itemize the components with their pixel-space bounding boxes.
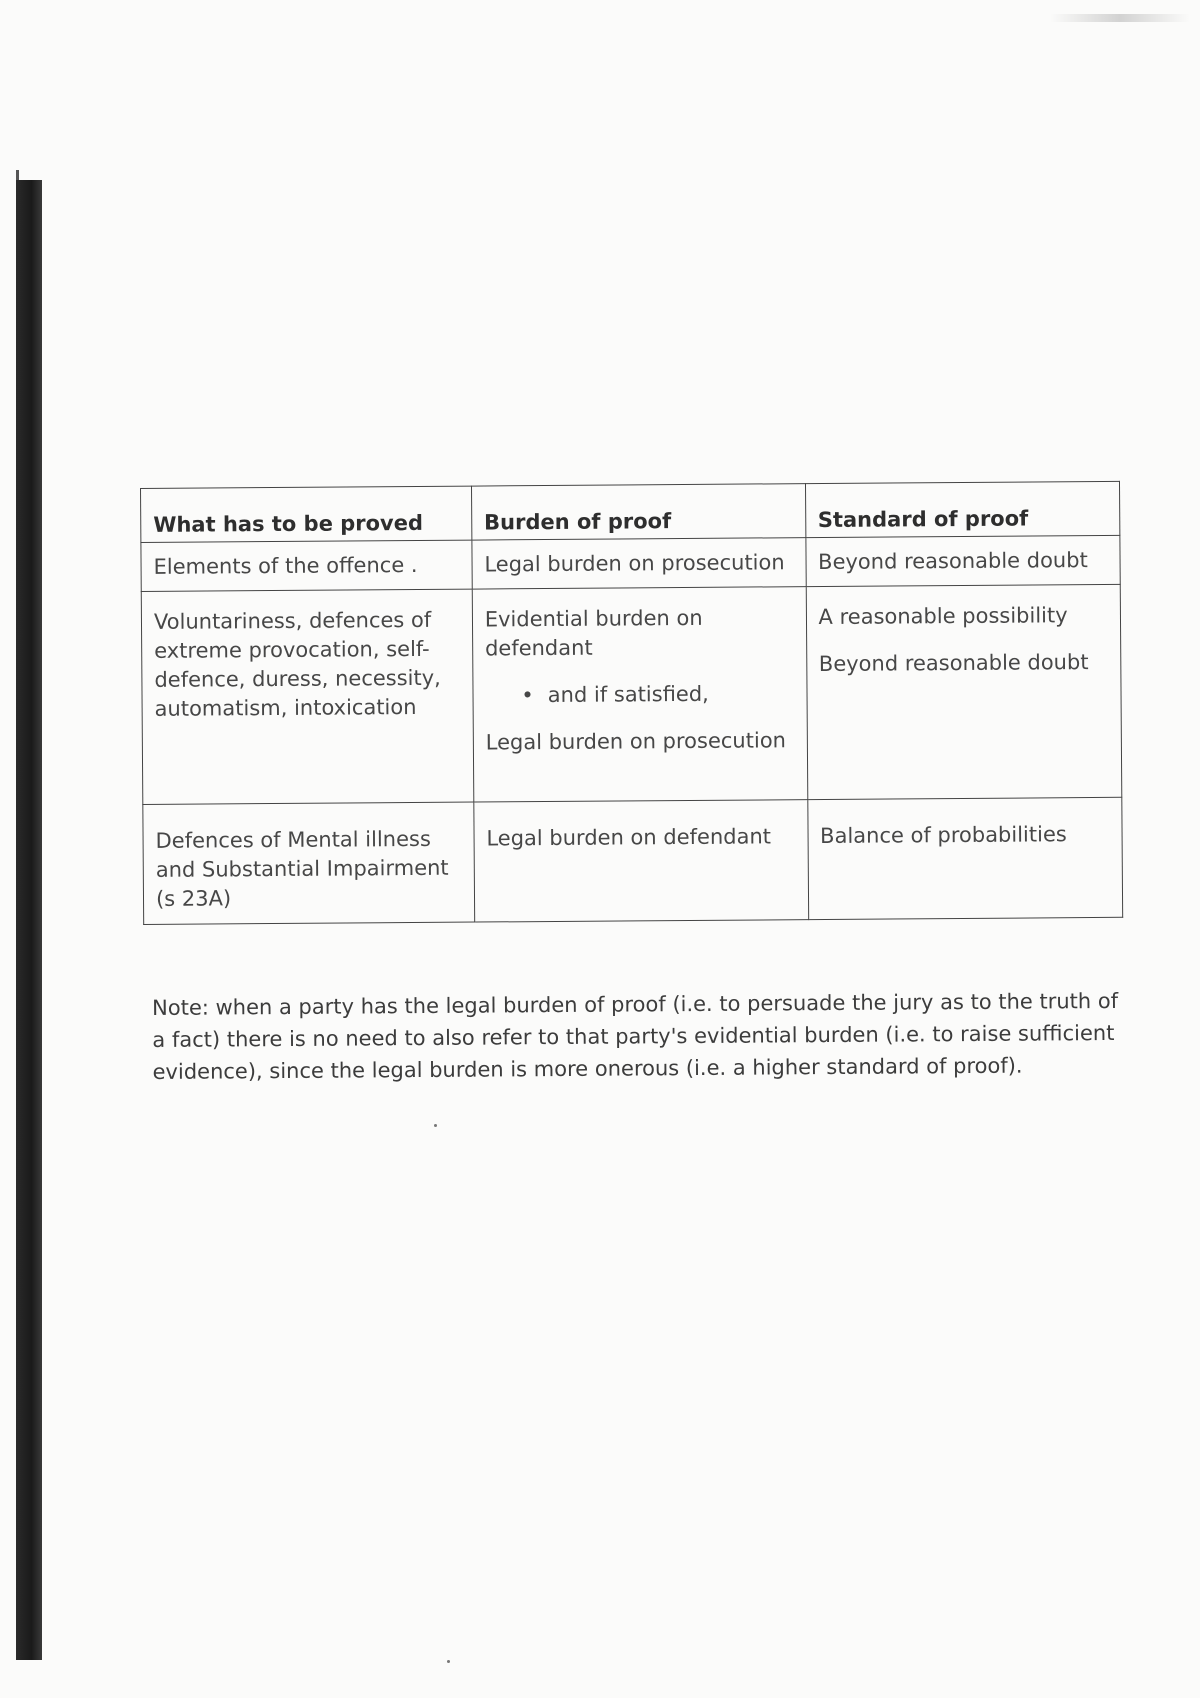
cell-what: Elements of the offence . (141, 540, 472, 591)
cell-standard: Beyond reasonable doubt (805, 535, 1120, 586)
cell-burden: Legal burden on prosecution (472, 538, 806, 589)
scan-edge-shadow (16, 180, 42, 1660)
table-header-row (141, 481, 1120, 542)
cell-burden: Legal burden on defendant (474, 800, 809, 922)
standard-first-text: A reasonable possibility (818, 603, 1068, 630)
bullet-text: and if satisfied, (547, 681, 709, 708)
note-paragraph: Note: when a party has the legal burden of proof (i.e. to persuade the jury as to the truth of a fact) there is no need to also refer to that party's evidential burden (i.e. to raise sufficient evidence), since the legal burden is more onerous (i.e. a higher standard of proof). (152, 988, 1119, 1084)
table-row (141, 584, 1122, 804)
scan-speck (447, 1660, 450, 1663)
header-burden-of-proof: Burden of proof (471, 484, 805, 540)
cell-burden (472, 587, 807, 802)
standard-second-text: Beyond reasonable doubt (818, 650, 1089, 677)
cell-standard (806, 584, 1122, 799)
header-what-has-to-be-proved: What has to be proved (141, 486, 472, 542)
scan-smudge (1050, 14, 1190, 22)
cell-what: Defences of Mental illness and Substantial Impairment (s 23A) (143, 802, 475, 924)
burden-of-proof-table (140, 481, 1123, 925)
header-standard-of-proof: Standard of proof (805, 481, 1120, 537)
cell-what: Voluntariness, defences of extreme provocation, self-defence, duress, necessity, automatism, intoxication (141, 589, 473, 804)
bullet-item (521, 679, 794, 710)
bullet-icon: • (521, 683, 534, 708)
scan-speck (434, 1124, 437, 1127)
burden-legal-text: Legal burden on prosecution (485, 728, 787, 755)
table-row (143, 797, 1123, 924)
table-row (141, 535, 1120, 591)
burden-evidential-text: Evidential burden on defendant (484, 605, 703, 661)
cell-standard: Balance of probabilities (807, 797, 1122, 919)
